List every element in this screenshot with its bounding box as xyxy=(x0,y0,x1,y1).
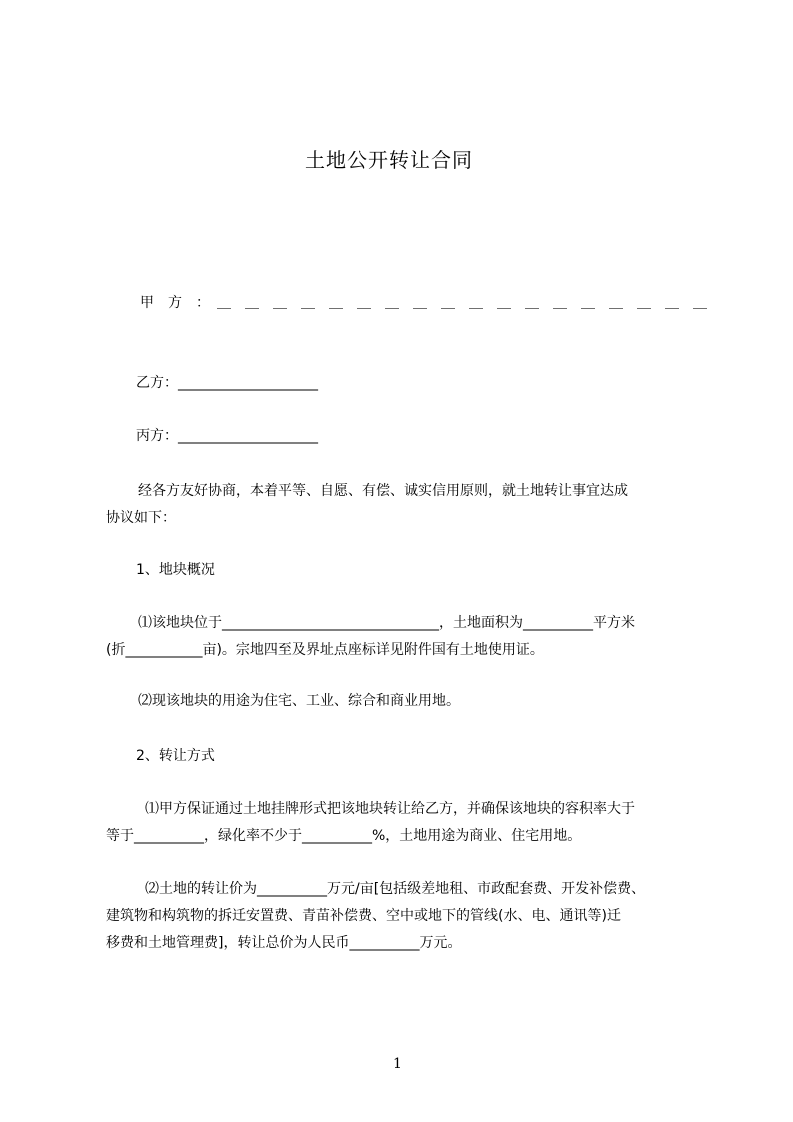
party-a-line: 甲 方 ： ＿ ＿ ＿ ＿ ＿ ＿ ＿ ＿ ＿ ＿ ＿ ＿ ＿ ＿ ＿ ＿ ＿ ＿ xyxy=(140,295,707,311)
section-2-para-2-line-3: 移费和土地管理费]，转让总价为人民币__________万元。 xyxy=(106,935,462,951)
section-1-para-1-line-1: ⑴该地块位于_______________________________，土地面积为__________平方米 xyxy=(138,615,635,631)
section-2-para-1-line-2: 等于__________，绿化率不少于__________%，土地用途为商业、住宅用地。 xyxy=(106,828,582,844)
document-title: 土地公开转让合同 xyxy=(305,148,473,172)
page-number: 1 xyxy=(393,1056,402,1072)
section-2-para-2-line-1: ⑵土地的转让价为__________万元/亩[包括级差地租、市政配套费、开发补偿费、 xyxy=(145,881,646,897)
intro-line-2: 协议如下： xyxy=(106,510,176,526)
section-2-para-2-line-2: 建筑物和构筑物的拆迁安置费、青苗补偿费、空中或地下的管线(水、电、通讯等)迁 xyxy=(106,908,621,924)
intro-line-1: 经各方友好协商，本着平等、自愿、有偿、诚实信用原则，就土地转让事宜达成 xyxy=(138,483,628,499)
party-b-line: 乙方：____________________ xyxy=(136,375,318,391)
party-c-line: 丙方：____________________ xyxy=(136,428,318,444)
section-2-heading: 2、转让方式 xyxy=(136,748,215,764)
section-1-para-1-line-2: (折___________亩)。宗地四至及界址点座标详见附件国有土地使用证。 xyxy=(106,642,544,658)
section-2-para-1-line-1: ⑴甲方保证通过土地挂牌形式把该地块转让给乙方，并确保该地块的容积率大于 xyxy=(145,801,635,817)
section-1-para-2: ⑵现该地块的用途为住宅、工业、综合和商业用地。 xyxy=(138,693,460,709)
section-1-heading: 1、地块概况 xyxy=(136,562,215,578)
